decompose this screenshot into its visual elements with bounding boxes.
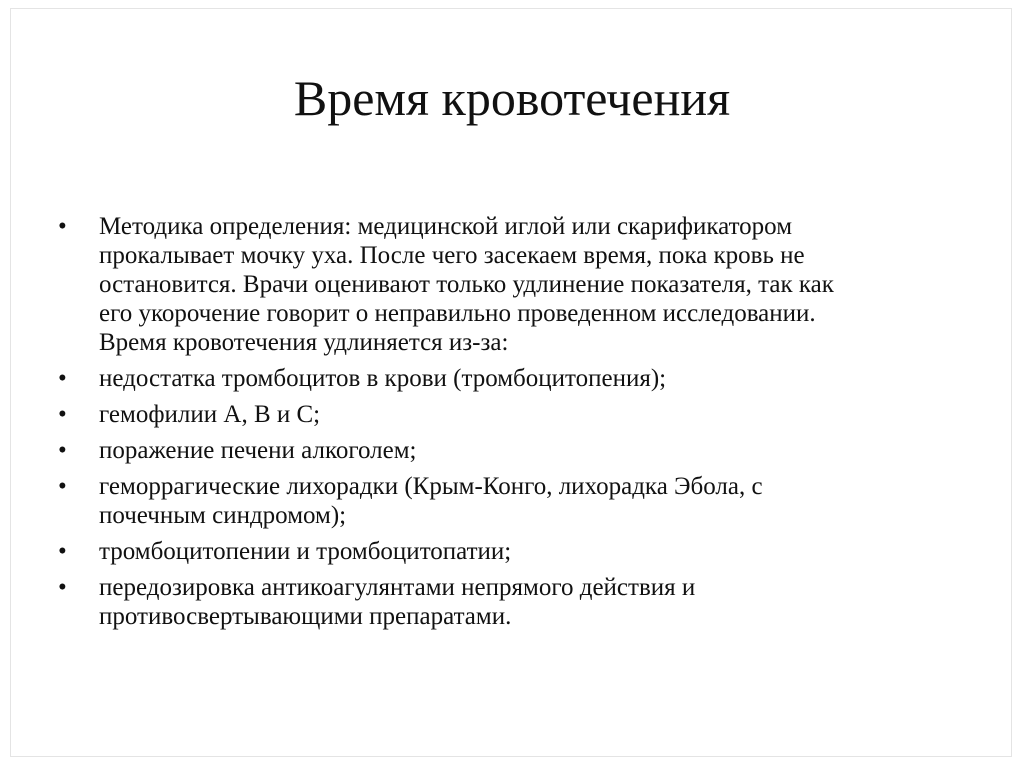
bullet-icon: • [58,473,67,500]
bullet-list [58,212,958,638]
bullet-text-line: почечным синдромом); [99,502,347,529]
bullet-item-anticoagulant-overdose [58,573,958,631]
bullet-text-line: противосвертывающими препаратами. [99,603,512,630]
bullet-item-thrombocytopenia [58,364,958,393]
bullet-text-line: недостатка тромбоцитов в крови (тромбоцитопения); [99,365,667,392]
bullet-text-line: Методика определения: медицинской иглой или скарификатором [99,213,793,240]
bullet-icon: • [58,437,67,464]
bullet-item-hemorrhagic-fevers [58,472,958,530]
bullet-text-line: остановится. Врачи оценивают только удлинение показателя, так как [99,271,834,298]
bullet-text-line: геморрагические лихорадки (Крым-Конго, лихорадка Эбола, с [99,473,763,500]
bullet-item-hemophilia [58,400,958,429]
slide-title: Время кровотечения [293,70,731,126]
bullet-icon: • [58,401,67,428]
bullet-icon: • [58,538,67,565]
bullet-text-line: прокалывает мочку уха. После чего засекаем время, пока кровь не [99,242,805,269]
bullet-item-thrombocytopathy [58,537,958,566]
bullet-text-line: поражение печени алкоголем; [99,437,417,464]
bullet-icon: • [58,213,67,240]
bullet-icon: • [58,574,67,601]
bullet-text-line: его укорочение говорит о неправильно проведенном исследовании. [99,300,816,327]
bullet-text-line: передозировка антикоагулянтами непрямого действия и [99,574,696,601]
bullet-text-line: Время кровотечения удлиняется из-за: [99,329,509,356]
bullet-item-methodology [58,212,958,357]
bullet-item-liver-damage [58,436,958,465]
bullet-text-line: гемофилии А, В и С; [99,401,321,428]
bullet-text-line: тромбоцитопении и тромбоцитопатии; [99,538,512,565]
bullet-icon: • [58,365,67,392]
